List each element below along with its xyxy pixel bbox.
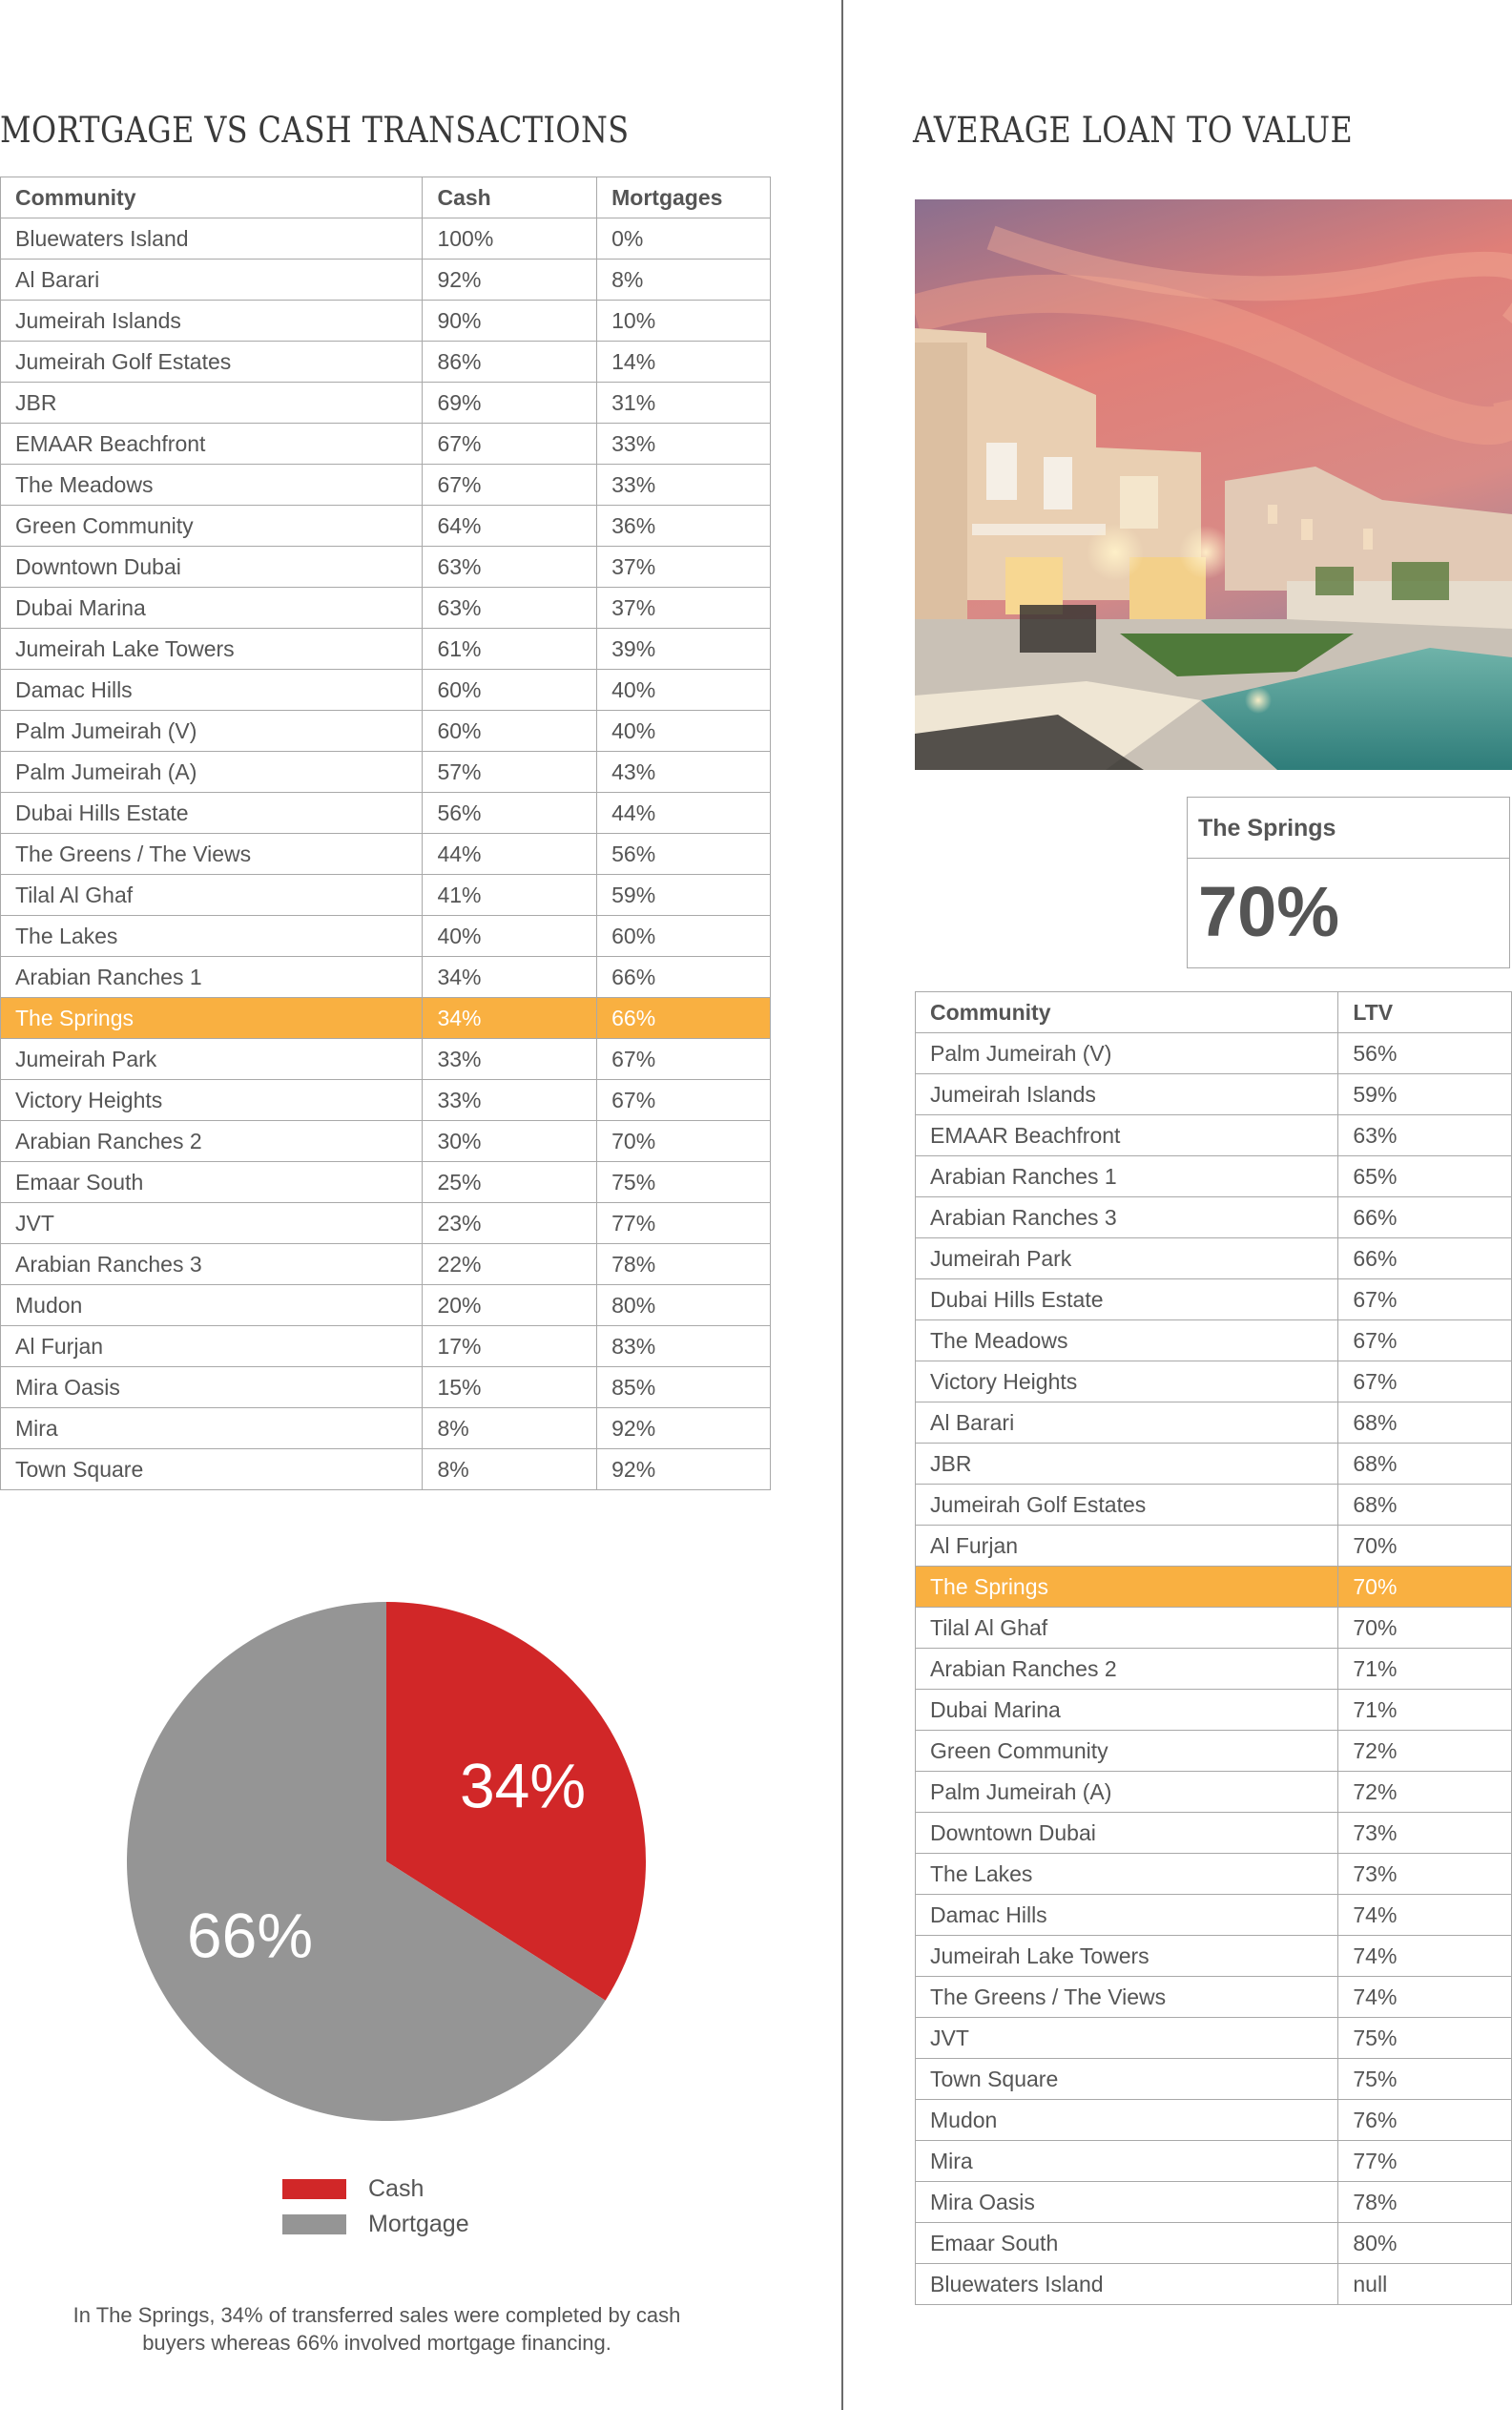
value-cell: 60% <box>423 670 597 711</box>
community-cell: JBR <box>916 1444 1338 1485</box>
value-cell: 40% <box>423 916 597 957</box>
value-cell: 67% <box>1338 1361 1512 1402</box>
value-cell: 43% <box>597 752 771 793</box>
table-row <box>916 1444 1512 1485</box>
community-cell: Arabian Ranches 1 <box>1 957 423 998</box>
community-cell: JBR <box>1 383 423 424</box>
value-cell: 36% <box>597 506 771 547</box>
value-cell: 66% <box>1338 1197 1512 1238</box>
community-cell: Palm Jumeirah (A) <box>1 752 423 793</box>
value-cell: 67% <box>423 465 597 506</box>
community-cell: Jumeirah Park <box>916 1238 1338 1279</box>
table-row <box>1 1244 771 1285</box>
community-cell: Jumeirah Islands <box>916 1074 1338 1115</box>
value-cell: 75% <box>1338 2059 1512 2100</box>
community-cell: Arabian Ranches 2 <box>916 1649 1338 1690</box>
table-row <box>916 2141 1512 2182</box>
value-cell: 65% <box>1338 1156 1512 1197</box>
value-cell: 14% <box>597 342 771 383</box>
community-cell: JVT <box>1 1203 423 1244</box>
community-cell: EMAAR Beachfront <box>1 424 423 465</box>
community-cell: Tilal Al Ghaf <box>916 1608 1338 1649</box>
table-row <box>1 1039 771 1080</box>
community-cell: Arabian Ranches 3 <box>916 1197 1338 1238</box>
value-cell: 67% <box>597 1080 771 1121</box>
community-cell: The Springs <box>1 998 423 1039</box>
table-header-row <box>1 177 771 218</box>
legend-label-cash: Cash <box>368 2175 425 2202</box>
springs-ltv-card <box>1187 797 1510 968</box>
value-cell: 8% <box>423 1449 597 1490</box>
table-row <box>916 1074 1512 1115</box>
community-cell: The Greens / The Views <box>1 834 423 875</box>
community-cell: Downtown Dubai <box>1 547 423 588</box>
community-cell: The Greens / The Views <box>916 1977 1338 2018</box>
value-cell: 67% <box>423 424 597 465</box>
value-cell: 100% <box>423 218 597 260</box>
community-cell: Green Community <box>916 1731 1338 1772</box>
value-cell: 34% <box>423 998 597 1039</box>
community-cell: Arabian Ranches 2 <box>1 1121 423 1162</box>
community-cell: Jumeirah Park <box>1 1039 423 1080</box>
value-cell: 31% <box>597 383 771 424</box>
pie-caption: In The Springs, 34% of transferred sales were completed by cash buyers whereas 66% involved mortgage financing. <box>72 2303 681 2355</box>
table-row <box>1 465 771 506</box>
community-cell: Mudon <box>916 2100 1338 2141</box>
value-cell: 72% <box>1338 1772 1512 1813</box>
table-row <box>916 1731 1512 1772</box>
value-cell: 83% <box>597 1326 771 1367</box>
community-cell: EMAAR Beachfront <box>916 1115 1338 1156</box>
table-row <box>1 1449 771 1490</box>
value-cell: 64% <box>423 506 597 547</box>
header-community: Community <box>1 177 423 218</box>
table-row <box>1 916 771 957</box>
value-cell: 70% <box>1338 1567 1512 1608</box>
community-cell: Mira <box>916 2141 1338 2182</box>
value-cell: 67% <box>1338 1320 1512 1361</box>
value-cell: 56% <box>1338 1033 1512 1074</box>
value-cell: 37% <box>597 547 771 588</box>
value-cell: 8% <box>597 260 771 301</box>
table-row <box>916 2100 1512 2141</box>
community-cell: Palm Jumeirah (V) <box>916 1033 1338 1074</box>
table-row <box>916 1033 1512 1074</box>
community-cell: The Lakes <box>916 1854 1338 1895</box>
community-cell: Victory Heights <box>1 1080 423 1121</box>
photo-illustration <box>915 199 1512 770</box>
value-cell: 33% <box>597 424 771 465</box>
table-row <box>1 711 771 752</box>
community-cell: Damac Hills <box>916 1895 1338 1936</box>
value-cell: 40% <box>597 670 771 711</box>
value-cell: 63% <box>1338 1115 1512 1156</box>
community-cell: Al Barari <box>916 1402 1338 1444</box>
table-row <box>1 1203 771 1244</box>
table-row <box>916 1608 1512 1649</box>
value-cell: 60% <box>597 916 771 957</box>
value-cell: 77% <box>1338 2141 1512 2182</box>
community-cell: Green Community <box>1 506 423 547</box>
table-row <box>916 2223 1512 2264</box>
community-cell: Dubai Hills Estate <box>1 793 423 834</box>
pie-label-mortgage: 66% <box>186 1900 314 1971</box>
value-cell: 73% <box>1338 1813 1512 1854</box>
value-cell: 33% <box>423 1080 597 1121</box>
community-cell: Arabian Ranches 3 <box>1 1244 423 1285</box>
table-row <box>1 834 771 875</box>
table-row <box>916 1772 1512 1813</box>
community-cell: The Lakes <box>1 916 423 957</box>
value-cell: 30% <box>423 1121 597 1162</box>
community-cell: The Meadows <box>1 465 423 506</box>
value-cell: 20% <box>423 1285 597 1326</box>
table-row <box>1 1162 771 1203</box>
community-cell: Damac Hills <box>1 670 423 711</box>
value-cell: 74% <box>1338 1936 1512 1977</box>
header-ltv: LTV <box>1338 992 1512 1033</box>
table-row <box>1 1285 771 1326</box>
value-cell: 75% <box>597 1162 771 1203</box>
community-cell: Emaar South <box>1 1162 423 1203</box>
value-cell: 60% <box>423 711 597 752</box>
community-cell: Mudon <box>1 1285 423 1326</box>
table-row <box>1 1121 771 1162</box>
table-row <box>916 1895 1512 1936</box>
table-row <box>916 1320 1512 1361</box>
community-cell: Tilal Al Ghaf <box>1 875 423 916</box>
table-row <box>1 506 771 547</box>
table-row <box>916 1854 1512 1895</box>
table-row <box>1 383 771 424</box>
value-cell: 69% <box>423 383 597 424</box>
value-cell: 44% <box>423 834 597 875</box>
community-cell: Downtown Dubai <box>916 1813 1338 1854</box>
table-row <box>1 752 771 793</box>
value-cell: 66% <box>597 998 771 1039</box>
community-cell: Al Barari <box>1 260 423 301</box>
community-cell: The Meadows <box>916 1320 1338 1361</box>
value-cell: 80% <box>1338 2223 1512 2264</box>
community-cell: Dubai Marina <box>1 588 423 629</box>
table-header-row <box>916 992 1512 1033</box>
table-row <box>916 2264 1512 2305</box>
value-cell: 22% <box>423 1244 597 1285</box>
value-cell: 37% <box>597 588 771 629</box>
value-cell: 85% <box>597 1367 771 1408</box>
table-row <box>916 1649 1512 1690</box>
legend-swatch-cash <box>282 2179 346 2199</box>
table-row <box>1 218 771 260</box>
value-cell: 75% <box>1338 2018 1512 2059</box>
value-cell: 40% <box>597 711 771 752</box>
community-cell: Jumeirah Lake Towers <box>1 629 423 670</box>
table-row <box>1 424 771 465</box>
value-cell: 66% <box>597 957 771 998</box>
table-row <box>916 1936 1512 1977</box>
value-cell: 10% <box>597 301 771 342</box>
table-row <box>1 1408 771 1449</box>
value-cell: 68% <box>1338 1444 1512 1485</box>
table-row <box>916 1526 1512 1567</box>
value-cell: 23% <box>423 1203 597 1244</box>
community-cell: Palm Jumeirah (V) <box>1 711 423 752</box>
value-cell: 72% <box>1338 1731 1512 1772</box>
table-row <box>916 1115 1512 1156</box>
table-row <box>916 1238 1512 1279</box>
table-row <box>1 1080 771 1121</box>
value-cell: 92% <box>597 1449 771 1490</box>
table-row <box>916 1485 1512 1526</box>
value-cell: 73% <box>1338 1854 1512 1895</box>
pie-legend <box>282 2171 469 2242</box>
value-cell: 59% <box>1338 1074 1512 1115</box>
value-cell: 0% <box>597 218 771 260</box>
table-row <box>1 342 771 383</box>
value-cell: 63% <box>423 547 597 588</box>
value-cell: 70% <box>1338 1608 1512 1649</box>
column-divider <box>841 0 843 2410</box>
legend-item-cash <box>282 2171 469 2207</box>
community-cell: Victory Heights <box>916 1361 1338 1402</box>
value-cell: 39% <box>597 629 771 670</box>
cash-mortgage-pie-chart <box>114 1593 658 2137</box>
header-community: Community <box>916 992 1338 1033</box>
community-cell: Town Square <box>1 1449 423 1490</box>
ltv-table <box>915 991 1512 2305</box>
table-row <box>916 1813 1512 1854</box>
table-row <box>1 301 771 342</box>
community-cell: Mira <box>1 1408 423 1449</box>
value-cell: 44% <box>597 793 771 834</box>
community-cell: Jumeirah Golf Estates <box>1 342 423 383</box>
value-cell: 66% <box>1338 1238 1512 1279</box>
value-cell: 34% <box>423 957 597 998</box>
value-cell: 71% <box>1338 1649 1512 1690</box>
community-cell: Al Furjan <box>1 1326 423 1367</box>
community-cell: Jumeirah Golf Estates <box>916 1485 1338 1526</box>
value-cell: 78% <box>597 1244 771 1285</box>
table-row <box>916 1567 1512 1608</box>
legend-swatch-mortgage <box>282 2214 346 2234</box>
header-mortgages: Mortgages <box>597 177 771 218</box>
table-row <box>916 1279 1512 1320</box>
value-cell: 70% <box>1338 1526 1512 1567</box>
value-cell: 71% <box>1338 1690 1512 1731</box>
table-row <box>1 670 771 711</box>
value-cell: 59% <box>597 875 771 916</box>
community-cell: Palm Jumeirah (A) <box>916 1772 1338 1813</box>
value-cell: null <box>1338 2264 1512 2305</box>
community-cell: Town Square <box>916 2059 1338 2100</box>
community-cell: Emaar South <box>916 2223 1338 2264</box>
value-cell: 17% <box>423 1326 597 1367</box>
table-row <box>916 1197 1512 1238</box>
community-cell: Dubai Hills Estate <box>916 1279 1338 1320</box>
table-row <box>1 629 771 670</box>
value-cell: 70% <box>597 1121 771 1162</box>
table-row <box>916 1156 1512 1197</box>
value-cell: 57% <box>423 752 597 793</box>
table-row <box>1 547 771 588</box>
stat-label: The Springs <box>1188 798 1509 859</box>
value-cell: 90% <box>423 301 597 342</box>
table-row <box>1 793 771 834</box>
community-cell: Al Furjan <box>916 1526 1338 1567</box>
community-cell: Jumeirah Islands <box>1 301 423 342</box>
community-cell: Bluewaters Island <box>1 218 423 260</box>
value-cell: 78% <box>1338 2182 1512 2223</box>
value-cell: 76% <box>1338 2100 1512 2141</box>
value-cell: 56% <box>423 793 597 834</box>
value-cell: 41% <box>423 875 597 916</box>
average-ltv-title: AVERAGE LOAN TO VALUE <box>913 110 1354 151</box>
table-row <box>1 1326 771 1367</box>
value-cell: 67% <box>1338 1279 1512 1320</box>
table-row <box>916 2182 1512 2223</box>
value-cell: 74% <box>1338 1895 1512 1936</box>
community-cell: Dubai Marina <box>916 1690 1338 1731</box>
villa-pool-sunset-photo <box>915 199 1512 770</box>
value-cell: 77% <box>597 1203 771 1244</box>
mortgage-vs-cash-title: MORTGAGE VS CASH TRANSACTIONS <box>0 110 630 151</box>
community-cell: JVT <box>916 2018 1338 2059</box>
value-cell: 33% <box>597 465 771 506</box>
value-cell: 80% <box>597 1285 771 1326</box>
legend-item-mortgage <box>282 2207 469 2242</box>
value-cell: 86% <box>423 342 597 383</box>
community-cell: Arabian Ranches 1 <box>916 1156 1338 1197</box>
mortgage-cash-table <box>0 177 771 1490</box>
value-cell: 92% <box>597 1408 771 1449</box>
community-cell: Mira Oasis <box>1 1367 423 1408</box>
value-cell: 61% <box>423 629 597 670</box>
community-cell: The Springs <box>916 1567 1338 1608</box>
value-cell: 67% <box>597 1039 771 1080</box>
value-cell: 68% <box>1338 1485 1512 1526</box>
stat-value: 70% <box>1198 872 1340 951</box>
value-cell: 92% <box>423 260 597 301</box>
value-cell: 15% <box>423 1367 597 1408</box>
value-cell: 74% <box>1338 1977 1512 2018</box>
pie-label-cash: 34% <box>459 1750 587 1821</box>
community-cell: Jumeirah Lake Towers <box>916 1936 1338 1977</box>
community-cell: Bluewaters Island <box>916 2264 1338 2305</box>
table-row <box>1 875 771 916</box>
table-row <box>1 957 771 998</box>
table-row <box>916 2059 1512 2100</box>
value-cell: 68% <box>1338 1402 1512 1444</box>
community-cell: Mira Oasis <box>916 2182 1338 2223</box>
value-cell: 8% <box>423 1408 597 1449</box>
table-row <box>1 588 771 629</box>
legend-label-mortgage: Mortgage <box>368 2211 469 2237</box>
table-row <box>916 1690 1512 1731</box>
value-cell: 56% <box>597 834 771 875</box>
table-row <box>916 1402 1512 1444</box>
table-row <box>1 260 771 301</box>
table-row <box>1 1367 771 1408</box>
table-row <box>1 998 771 1039</box>
table-row <box>916 1361 1512 1402</box>
header-cash: Cash <box>423 177 597 218</box>
value-cell: 25% <box>423 1162 597 1203</box>
value-cell: 33% <box>423 1039 597 1080</box>
table-row <box>916 2018 1512 2059</box>
table-row <box>916 1977 1512 2018</box>
value-cell: 63% <box>423 588 597 629</box>
